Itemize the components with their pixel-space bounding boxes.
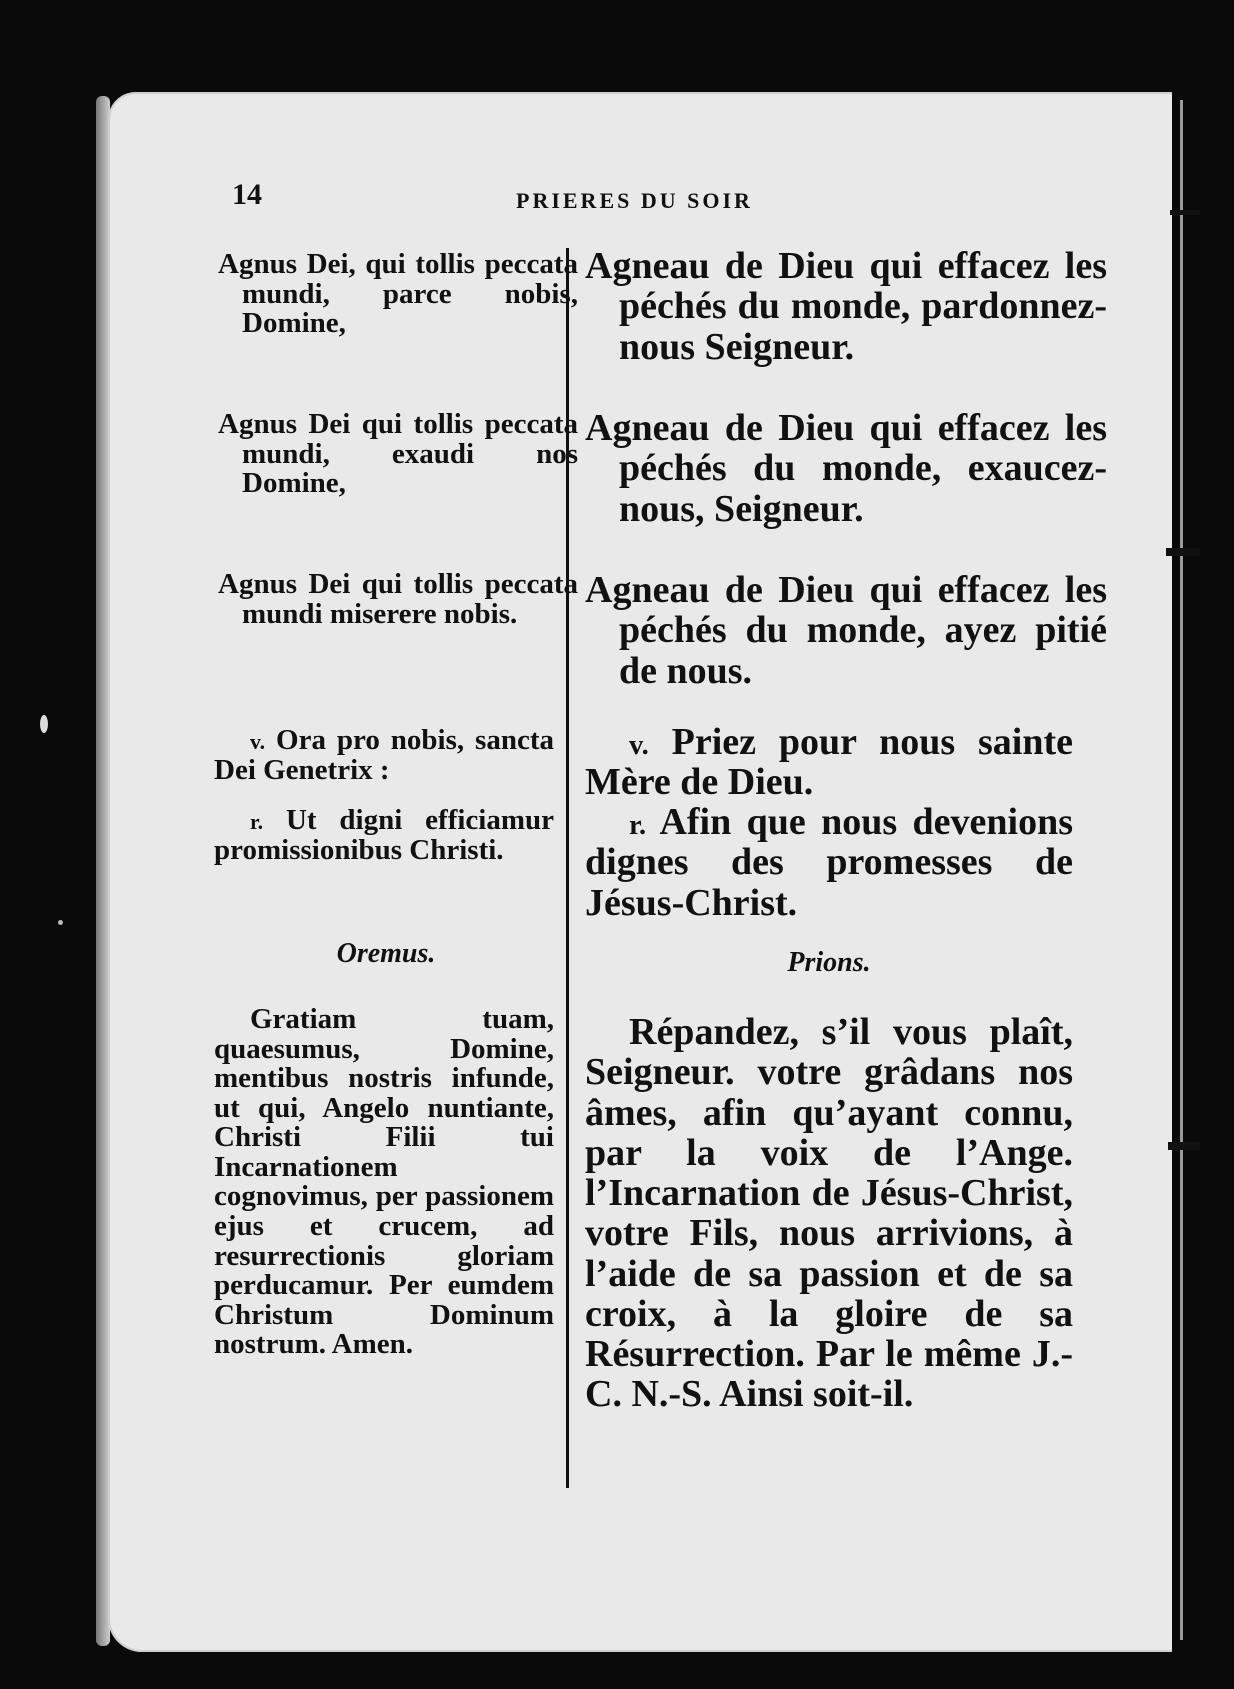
latin-response-text: Ut digni efficiamur promissionibus Christi. <box>214 804 554 866</box>
edge-mark-3 <box>1168 1142 1200 1150</box>
latin-agnus-3: Agnus Dei qui tollis peccata mundi miserere nobis. <box>218 568 578 630</box>
page-number: 14 <box>232 178 262 211</box>
versicle-mark: v. <box>250 730 266 754</box>
french-prayer: Répandez, s’il vous plaît, Seigneur. votre grâdans nos âmes, afin qu’ayant connu, par la voix de l’Ange. l’Incarnation de Jésus-Christ, votre Fils, nous arrivions, à l’aide de sa passion et de sa croix, à la gloire de sa Résurrection. Par le même J.-C. N.-S. Ainsi soit-il. <box>585 1011 1073 1416</box>
french-agneau-3: Agneau de Dieu qui effacez les péchés du monde, ayez pitié de nous. <box>585 569 1107 692</box>
latin-versicle-text: Ora pro nobis, sancta Dei Genetrix : <box>214 724 554 786</box>
french-versicle <box>585 722 1073 803</box>
french-response-text: Afin que nous devenions dignes des promesses de Jésus-Christ. <box>585 801 1073 924</box>
french-prions-heading: Prions. <box>787 947 871 978</box>
response-mark: r. <box>250 810 264 834</box>
versicle-mark: v. <box>629 730 649 761</box>
next-page-rule <box>1180 100 1183 1640</box>
french-agneau-2: Agneau de Dieu qui effacez les péchés du monde, exaucez-nous, Seigneur. <box>585 407 1107 530</box>
latin-agnus-2: Agnus Dei qui tollis peccata mundi, exaudi nos Domine, <box>218 408 578 500</box>
latin-agnus-1: Agnus Dei, qui tollis peccata mundi, parce nobis, Domine, <box>218 248 578 340</box>
running-title: PRIERES DU SOIR <box>516 188 753 213</box>
margin-speck <box>40 715 48 733</box>
latin-response <box>214 806 554 865</box>
latin-prayer: Gratiam tuam, quaesumus, Domine, mentibus nostris infunde, ut qui, Angelo nuntiante, Christi Filii tui Incarnationem cognovimus, per passionem ejus et crucem, ad resurrectionis gloriam perducamur. Per eumdem Christum Dominum nostrum. Amen. <box>214 1003 554 1361</box>
french-response <box>585 802 1073 923</box>
margin-speck <box>58 920 63 925</box>
page-header <box>0 178 1234 218</box>
latin-versicle <box>214 726 554 785</box>
french-agneau-1: Agneau de Dieu qui effacez les péchés du monde, pardonnez-nous Seigneur. <box>585 245 1107 368</box>
french-versicle-text: Priez pour nous sainte Mère de Dieu. <box>585 721 1073 804</box>
edge-mark-2 <box>1166 548 1200 556</box>
response-mark: r. <box>629 810 647 841</box>
latin-oremus-heading: Oremus. <box>336 938 436 969</box>
